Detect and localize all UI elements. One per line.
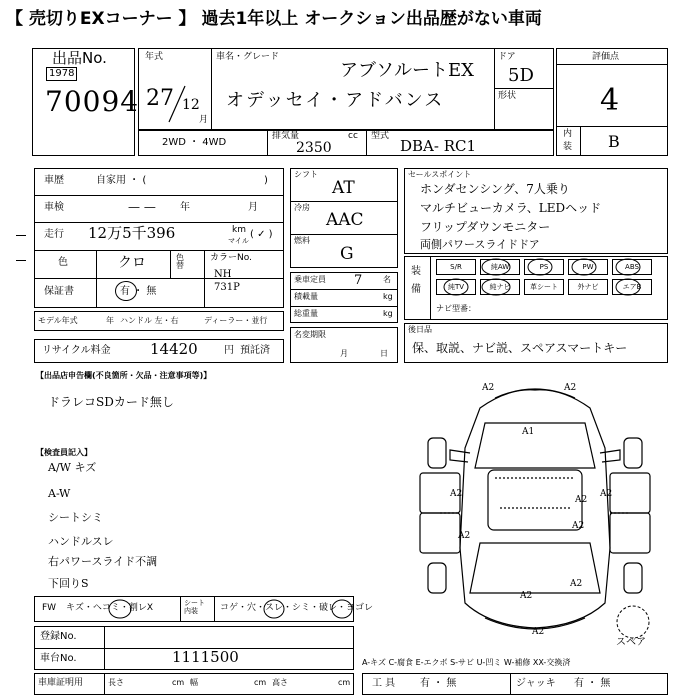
certificate-width-unit: cm <box>254 678 267 687</box>
fuel-value: G <box>340 244 354 264</box>
color-code-label: カラーNo. <box>210 253 252 263</box>
year-slash <box>165 84 189 124</box>
damage-mark-6: A2 <box>600 489 613 499</box>
damage-mark-10: A2 <box>570 579 583 589</box>
equip-airbag: エアB <box>612 279 652 295</box>
header-title: 【 売切りEXコーナー 】 過去1年以上 オークション出品歴がない車両 <box>6 9 542 29</box>
weight-unit: kg <box>383 309 393 318</box>
interior-value: B <box>608 132 620 151</box>
fw-seat-items: コゲ・穴・スレ・シミ・破レ・ヨゴレ <box>220 603 374 613</box>
recycle-value: 14420 <box>150 340 198 358</box>
inspection-year: 年 <box>180 202 190 213</box>
jack-options: 有 ・ 無 <box>574 678 611 689</box>
engine-unit: cc <box>348 131 358 141</box>
weight-label: 総重量 <box>294 309 318 318</box>
door-value: 5D <box>508 65 534 86</box>
name-change-day: 日 <box>380 349 388 358</box>
aircon-value: AAC <box>326 210 364 230</box>
spare-label: スペア <box>616 637 646 648</box>
fw-seat-label: シート内装 <box>184 599 205 616</box>
rating-label: 評価点 <box>592 52 620 62</box>
damage-mark-1: A2 <box>482 383 495 393</box>
color-value: クロ <box>118 255 146 271</box>
damage-mark-7: A2 <box>458 531 471 541</box>
model-handle: ハンドル 左・右 <box>120 316 179 325</box>
mileage-km: km <box>232 225 246 235</box>
inspection-label: 車検 <box>44 202 64 213</box>
inspector-label: 【検査員記入】 <box>36 448 92 457</box>
color-code-value: NH 731P <box>214 269 240 293</box>
navi-model-label: ナビ型番： <box>436 304 476 313</box>
fw-circles <box>34 596 354 622</box>
capacity-value: 7 <box>354 273 363 288</box>
fw-label: FW <box>42 603 57 613</box>
sales-point-3: フリップダウンモニター <box>420 220 551 234</box>
certificate-length: 長さ <box>108 678 124 687</box>
mileage-mile: マイル <box>228 237 249 245</box>
model-label: 型式 <box>371 131 390 141</box>
lot-label: 出品No. <box>52 49 107 67</box>
jack-label: ジャッキ <box>516 678 556 689</box>
equip-sr: S/R <box>436 259 476 275</box>
door-label: ドア <box>498 52 516 62</box>
model-year-unit: 年 <box>106 316 114 325</box>
notes-value: ドラレコSDカード無し <box>48 395 174 409</box>
damage-mark-2: A2 <box>564 383 577 393</box>
drive-label: 2WD ・ 4WD <box>162 137 227 148</box>
equip-abs: ABS <box>612 259 652 275</box>
inspector-line-2: A-W <box>48 487 71 500</box>
equip-ps: PS <box>524 259 564 275</box>
inspection-value: — — <box>128 200 156 214</box>
certificate-width: 幅 <box>190 678 198 687</box>
equipment-label-1: 装 <box>411 266 421 277</box>
certificate-height-unit: cm <box>338 678 351 687</box>
year-month-unit: 月 <box>199 115 209 125</box>
history-options: 自家用 ・ ( <box>96 175 147 186</box>
inspector-line-5: 右パワースライド不調 <box>48 555 158 568</box>
shape-label: 形状 <box>498 91 517 101</box>
name-change-month: 月 <box>340 349 348 358</box>
year-label: 年式 <box>145 52 164 62</box>
model-value: DBA- RC1 <box>400 137 477 155</box>
recycle-status: 預託済 <box>240 345 270 356</box>
interior-label-2: 装 <box>563 142 573 152</box>
certificate-label: 車庫証明用 <box>38 678 84 688</box>
mileage-value: 12万5千396 <box>88 224 176 242</box>
warranty-label: 保証書 <box>44 286 74 297</box>
tools-options: 有 ・ 無 <box>420 678 457 689</box>
equipment-circles <box>436 257 656 299</box>
warranty-circle <box>115 281 137 301</box>
damage-mark-3: A1 <box>522 427 535 437</box>
inspector-line-1: A/W キズ <box>48 461 97 474</box>
after-value: 保、取説、ナビ説、スペアスマートキー <box>412 341 628 355</box>
warranty-options: 有 ・ 無 <box>120 286 157 297</box>
engine-label: 排気量 <box>272 131 300 141</box>
damage-mark-9: A2 <box>520 591 533 601</box>
engine-value: 2350 <box>296 140 332 156</box>
legend: A-キズ C-腐食 E-エクボ S-サビ U-凹ミ W-補修 XX-交換済 <box>362 658 571 667</box>
chassis-value: 1111500 <box>172 648 239 666</box>
equipment-label-2: 備 <box>411 284 421 295</box>
lot-number: 70094 <box>45 85 140 118</box>
name-change-label: 名変期限 <box>294 330 326 339</box>
damage-mark-8: A2 <box>572 521 585 531</box>
equip-tv: 純TV <box>436 279 476 295</box>
sales-point-2: マルチビューカメラ、LEDヘッド <box>420 201 602 215</box>
year-value: 27 <box>146 86 174 111</box>
damage-mark-4: A2 <box>450 489 463 499</box>
damage-mark-5: A2 <box>575 495 588 505</box>
certificate-length-unit: cm <box>172 678 185 687</box>
after-label: 後日品 <box>408 325 432 334</box>
history-close: ) <box>264 175 268 186</box>
rating-value: 4 <box>600 83 620 118</box>
inspector-line-3: シートシミ <box>48 511 103 524</box>
registration-label: 登録No. <box>40 631 77 642</box>
inspector-line-4: ハンドルスレ <box>48 535 114 548</box>
inspector-line-6: 下回りS <box>48 577 89 590</box>
color-label: 色 <box>58 257 68 268</box>
model-year-label: モデル年式 <box>38 316 78 325</box>
equip-ext-navi: 外ナビ <box>568 279 608 295</box>
capacity-label: 乗車定員 <box>294 275 326 284</box>
load-unit: kg <box>383 292 393 301</box>
notes-label: 【出品店申告欄(不良箇所・欠品・注意事項等)】 <box>36 371 212 380</box>
fuel-label: 燃料 <box>294 236 310 245</box>
capacity-unit: 名 <box>383 275 391 284</box>
equip-aw: 純AW <box>480 259 520 275</box>
inspection-month: 月 <box>248 202 258 213</box>
mileage-label: 走行 <box>44 229 64 240</box>
car-grade: アブソルートEX <box>340 60 474 81</box>
chassis-label: 車台No. <box>40 653 77 664</box>
aircon-label: 冷房 <box>294 203 310 212</box>
shift-value: AT <box>332 178 355 198</box>
lot-year-stamp: 1978 <box>46 67 77 81</box>
tools-label: 工 具 <box>372 678 396 689</box>
car-name-label: 車名・グレード <box>216 52 280 62</box>
recycle-label: リサイクル料金 <box>42 345 111 356</box>
equip-pw: PW <box>568 259 608 275</box>
recycle-unit: 円 <box>224 345 234 356</box>
shift-label: シフト <box>294 170 318 179</box>
load-label: 積載量 <box>294 292 318 301</box>
mileage-paren: ( ✓ ) <box>250 229 273 240</box>
damage-mark-11: A2 <box>532 627 545 637</box>
color-swap-label: 色替 <box>176 253 184 270</box>
sales-points-label: セールスポイント <box>408 170 472 179</box>
car-diagram <box>400 378 670 658</box>
car-name: オデッセイ・アドバンス <box>226 90 445 111</box>
interior-label-1: 内 <box>563 129 573 139</box>
certificate-height: 高さ <box>272 678 288 687</box>
year-month: 12 <box>182 97 200 113</box>
sales-point-1: ホンダセンシング、7人乗り <box>420 182 570 196</box>
equip-leather: 革シート <box>524 279 564 295</box>
fw-items: キズ・ヘコミ・割レX <box>66 603 153 613</box>
tools-row <box>362 673 668 695</box>
equip-navi: 純ナビ <box>480 279 520 295</box>
history-label: 車歴 <box>44 175 64 186</box>
model-dealer: ディーラー・並行 <box>204 316 268 325</box>
sales-point-4: 両側パワースライドドア <box>420 238 540 251</box>
